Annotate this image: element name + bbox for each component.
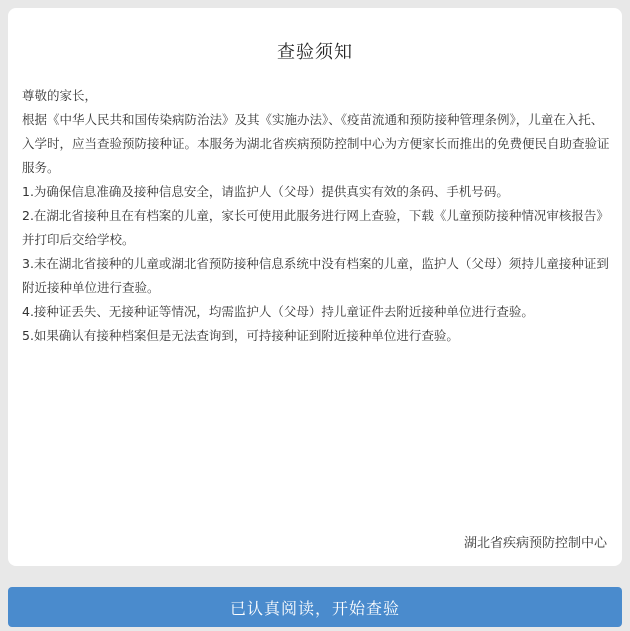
intro-text: 根据《中华人民共和国传染病防治法》及其《实施办法》、《疫苗流通和预防接种管理条例》，儿童在入托、入学时，应当查验预防接种证。本服务为湖北省疾病预防控制中心为方便家长而推出的免费便民自助查验证服务。 <box>22 112 610 175</box>
notice-item-5: 5.如果确认有接种档案但是无法查询到，可持接种证到附近接种单位进行查验。 <box>22 328 459 343</box>
notice-card <box>8 8 622 566</box>
notice-body <box>22 84 610 348</box>
notice-item-2: 2.在湖北省接种且在有档案的儿童，家长可使用此服务进行网上查验，下载《儿童预防接种情况审核报告》并打印后交给学校。 <box>22 208 609 247</box>
greeting-text: 尊敬的家长， <box>22 88 98 103</box>
notice-item-3: 3.未在湖北省接种的儿童或湖北省预防接种信息系统中没有档案的儿童，监护人（父母）须持儿童接种证到附近接种单位进行查验。 <box>22 256 609 295</box>
notice-item-1: 1.为确保信息准确及接种信息安全，请监护人（父母）提供真实有效的条码、手机号码。 <box>22 184 509 199</box>
start-check-button[interactable]: 已认真阅读，开始查验 <box>8 587 622 627</box>
page-title: 查验须知 <box>277 42 353 63</box>
issuer-signature: 湖北省疾病预防控制中心 <box>463 536 607 551</box>
notice-item-4: 4.接种证丢失、无接种证等情况，均需监护人（父母）持儿童证件去附近接种单位进行查验。 <box>22 304 534 319</box>
